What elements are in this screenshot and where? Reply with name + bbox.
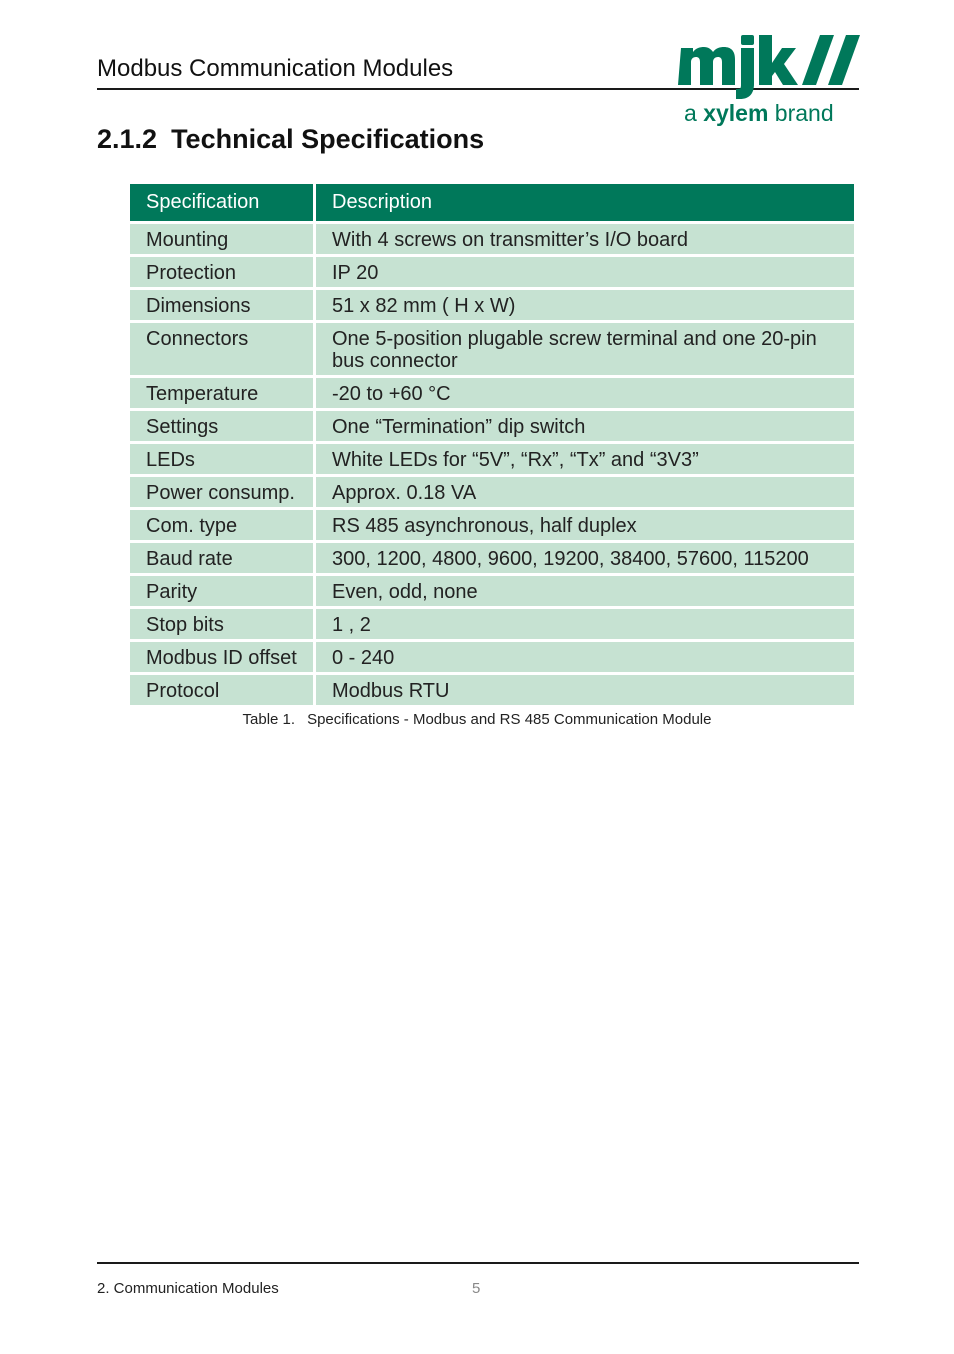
spec-cell: Dimensions (130, 290, 316, 323)
spec-cell: LEDs (130, 444, 316, 477)
spec-cell: Power consump. (130, 477, 316, 510)
caption-text: Specifications - Modbus and RS 485 Communication Module (307, 711, 712, 728)
spec-cell: Com. type (130, 510, 316, 543)
section-number: 2.1.2 (97, 124, 158, 154)
table-row (130, 609, 854, 642)
table-row (130, 290, 854, 323)
spec-cell: Settings (130, 411, 316, 444)
spec-cell: Parity (130, 576, 316, 609)
table-row (130, 576, 854, 609)
section-title: Technical Specifications (171, 124, 485, 154)
document-title: Modbus Communication Modules (97, 55, 454, 82)
table-row (130, 323, 854, 378)
footer-divider (97, 1262, 859, 1264)
page-number: 5 (472, 1280, 481, 1297)
table-row (130, 257, 854, 290)
description-cell: Even, odd, none (316, 576, 854, 609)
table-row (130, 378, 854, 411)
table-row (130, 224, 854, 257)
description-cell: 1 , 2 (316, 609, 854, 642)
tagline-brand: xylem (703, 100, 769, 126)
description-cell: -20 to +60 °C (316, 378, 854, 411)
spec-cell: Protection (130, 257, 316, 290)
description-cell: Modbus RTU (316, 675, 854, 708)
tagline-suffix: brand (768, 100, 834, 126)
description-cell: 0 - 240 (316, 642, 854, 675)
section-heading (97, 124, 484, 155)
column-header-description: Description (316, 184, 854, 224)
spec-cell: Stop bits (130, 609, 316, 642)
description-cell: White LEDs for “5V”, “Rx”, “Tx” and “3V3” (316, 444, 854, 477)
column-header-specification: Specification (130, 184, 316, 224)
description-cell: 51 x 82 mm ( H x W) (316, 290, 854, 323)
spec-cell: Modbus ID offset (130, 642, 316, 675)
brand-logo (678, 30, 862, 130)
table-row (130, 510, 854, 543)
spec-cell: Protocol (130, 675, 316, 708)
logo-tagline (684, 100, 834, 127)
spec-cell: Temperature (130, 378, 316, 411)
table-row (130, 675, 854, 708)
description-cell: One “Termination” dip switch (316, 411, 854, 444)
spec-cell: Baud rate (130, 543, 316, 576)
footer-section-name: 2. Communication Modules (97, 1280, 279, 1297)
table-caption (0, 711, 954, 728)
caption-label: Table 1. (242, 711, 296, 728)
table-header-row (130, 184, 854, 224)
description-cell: With 4 screws on transmitter’s I/O board (316, 224, 854, 257)
mjk-logo-mark (678, 30, 862, 100)
table-row (130, 642, 854, 675)
spec-cell: Connectors (130, 323, 316, 378)
tagline-prefix: a (684, 100, 704, 126)
description-cell: One 5-position plugable screw terminal and one 20-pin bus connector (316, 323, 854, 378)
description-cell: RS 485 asynchronous, half duplex (316, 510, 854, 543)
description-cell: Approx. 0.18 VA (316, 477, 854, 510)
table-row (130, 411, 854, 444)
table-row (130, 477, 854, 510)
table-row (130, 444, 854, 477)
table-row (130, 543, 854, 576)
description-cell: 300, 1200, 4800, 9600, 19200, 38400, 57600, 115200 (316, 543, 854, 576)
specifications-table (130, 184, 854, 708)
description-cell: IP 20 (316, 257, 854, 290)
spec-cell: Mounting (130, 224, 316, 257)
